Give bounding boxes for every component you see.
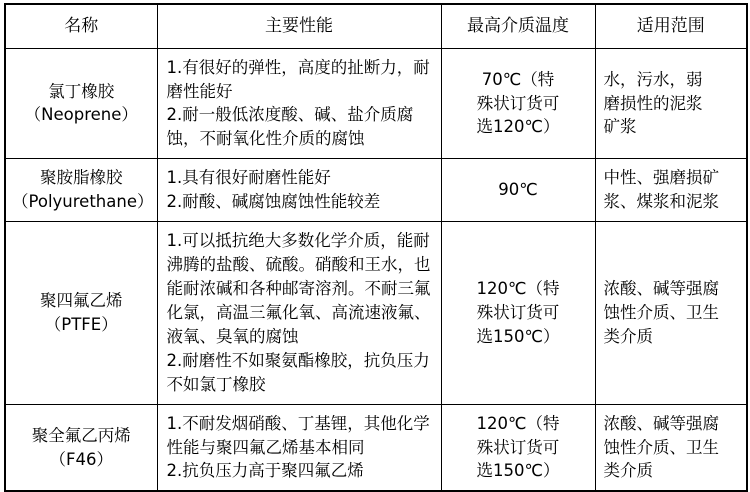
temperature-line: 120℃（特 bbox=[476, 413, 560, 433]
material-name-cn: 聚胺脂橡胶 bbox=[40, 168, 123, 188]
cell-material-name bbox=[5, 159, 157, 222]
table-row bbox=[5, 159, 747, 222]
performance-line: 2.耐一般低浓度酸、碱、盐介质腐蚀，不耐氧化性介质的腐蚀 bbox=[166, 105, 414, 149]
temperature-line: 选120℃） bbox=[476, 117, 560, 137]
table-row bbox=[5, 404, 747, 491]
column-header-scope: 适用范围 bbox=[595, 4, 747, 48]
temperature-line: 120℃（特 bbox=[476, 279, 560, 299]
cell-performance bbox=[157, 159, 441, 222]
cell-scope bbox=[595, 222, 747, 404]
scope-line: 浓酸、碱等强腐 bbox=[603, 413, 719, 433]
scope-line: 蚀性介质、卫生 bbox=[603, 437, 719, 457]
performance-line: 2.耐磨性不如聚氨酯橡胶，抗负压力不如氯丁橡胶 bbox=[166, 350, 430, 394]
cell-temperature bbox=[441, 159, 595, 222]
cell-scope bbox=[595, 404, 747, 491]
material-name-cn: 聚四氟乙烯 bbox=[40, 290, 123, 310]
table-head bbox=[5, 4, 747, 48]
column-header-name: 名称 bbox=[5, 4, 157, 48]
cell-performance bbox=[157, 404, 441, 491]
table-header-row bbox=[5, 4, 747, 48]
table-row bbox=[5, 48, 747, 159]
cell-performance bbox=[157, 48, 441, 159]
scope-line: 矿浆 bbox=[603, 117, 637, 137]
cell-material-name bbox=[5, 48, 157, 159]
scope-line: 类介质 bbox=[603, 326, 653, 346]
temperature-line: 选150℃） bbox=[476, 326, 560, 346]
performance-line: 2.抗负压力高于聚四氟乙烯 bbox=[166, 461, 364, 481]
cell-performance bbox=[157, 222, 441, 404]
cell-temperature bbox=[441, 404, 595, 491]
performance-line: 1.不耐发烟硝酸、丁基锂，其他化学性能与聚四氟乙烯基本相同 bbox=[166, 413, 430, 457]
temperature-line: 选150℃） bbox=[476, 461, 560, 481]
scope-line: 中性、强磨损矿 bbox=[603, 168, 719, 188]
material-name-en: （Neoprene） bbox=[24, 105, 138, 125]
material-name-en: （F46） bbox=[49, 449, 113, 469]
table-body bbox=[5, 48, 747, 491]
scope-line: 磨损性的泥浆 bbox=[603, 93, 703, 113]
material-name-cn: 聚全氟乙丙烯 bbox=[31, 425, 131, 445]
cell-material-name bbox=[5, 404, 157, 491]
performance-line: 1.具有很好耐磨性能好 bbox=[166, 168, 331, 188]
scope-line: 水，污水，弱 bbox=[603, 69, 703, 89]
cell-scope bbox=[595, 159, 747, 222]
column-header-temperature: 最高介质温度 bbox=[441, 4, 595, 48]
material-spec-table bbox=[4, 3, 748, 492]
temperature-line: 70℃（特 bbox=[481, 69, 555, 89]
performance-line: 1.可以抵抗绝大多数化学介质，能耐沸腾的盐酸、硫酸。硝酸和王水，也能耐浓碱和各种邮寄溶剂。不耐三氟化氯，高温三氟化氧、高流速液氟、液氧、臭氧的腐蚀 bbox=[166, 231, 431, 346]
scope-line: 蚀性介质、卫生 bbox=[603, 302, 719, 322]
performance-line: 1.有很好的弹性，高度的扯断力，耐磨性能好 bbox=[166, 57, 430, 101]
temperature-line: 殊状订货可 bbox=[476, 93, 560, 113]
performance-line: 2.耐酸、碱腐蚀腐蚀性能较差 bbox=[166, 192, 381, 212]
cell-material-name bbox=[5, 222, 157, 404]
material-name-cn: 氯丁橡胶 bbox=[48, 81, 115, 101]
temperature-line: 90℃ bbox=[498, 180, 538, 200]
material-name-en: （PTFE） bbox=[44, 314, 118, 334]
scope-line: 类介质 bbox=[603, 461, 653, 481]
cell-temperature bbox=[441, 48, 595, 159]
temperature-line: 殊状订货可 bbox=[476, 437, 560, 457]
temperature-line: 殊状订货可 bbox=[476, 302, 560, 322]
material-name-en: （Polyurethane） bbox=[12, 192, 154, 212]
cell-temperature bbox=[441, 222, 595, 404]
scope-line: 浓酸、碱等强腐 bbox=[603, 279, 719, 299]
table-row bbox=[5, 222, 747, 404]
cell-scope bbox=[595, 48, 747, 159]
scope-line: 浆、煤浆和泥浆 bbox=[603, 192, 719, 212]
column-header-performance: 主要性能 bbox=[157, 4, 441, 48]
